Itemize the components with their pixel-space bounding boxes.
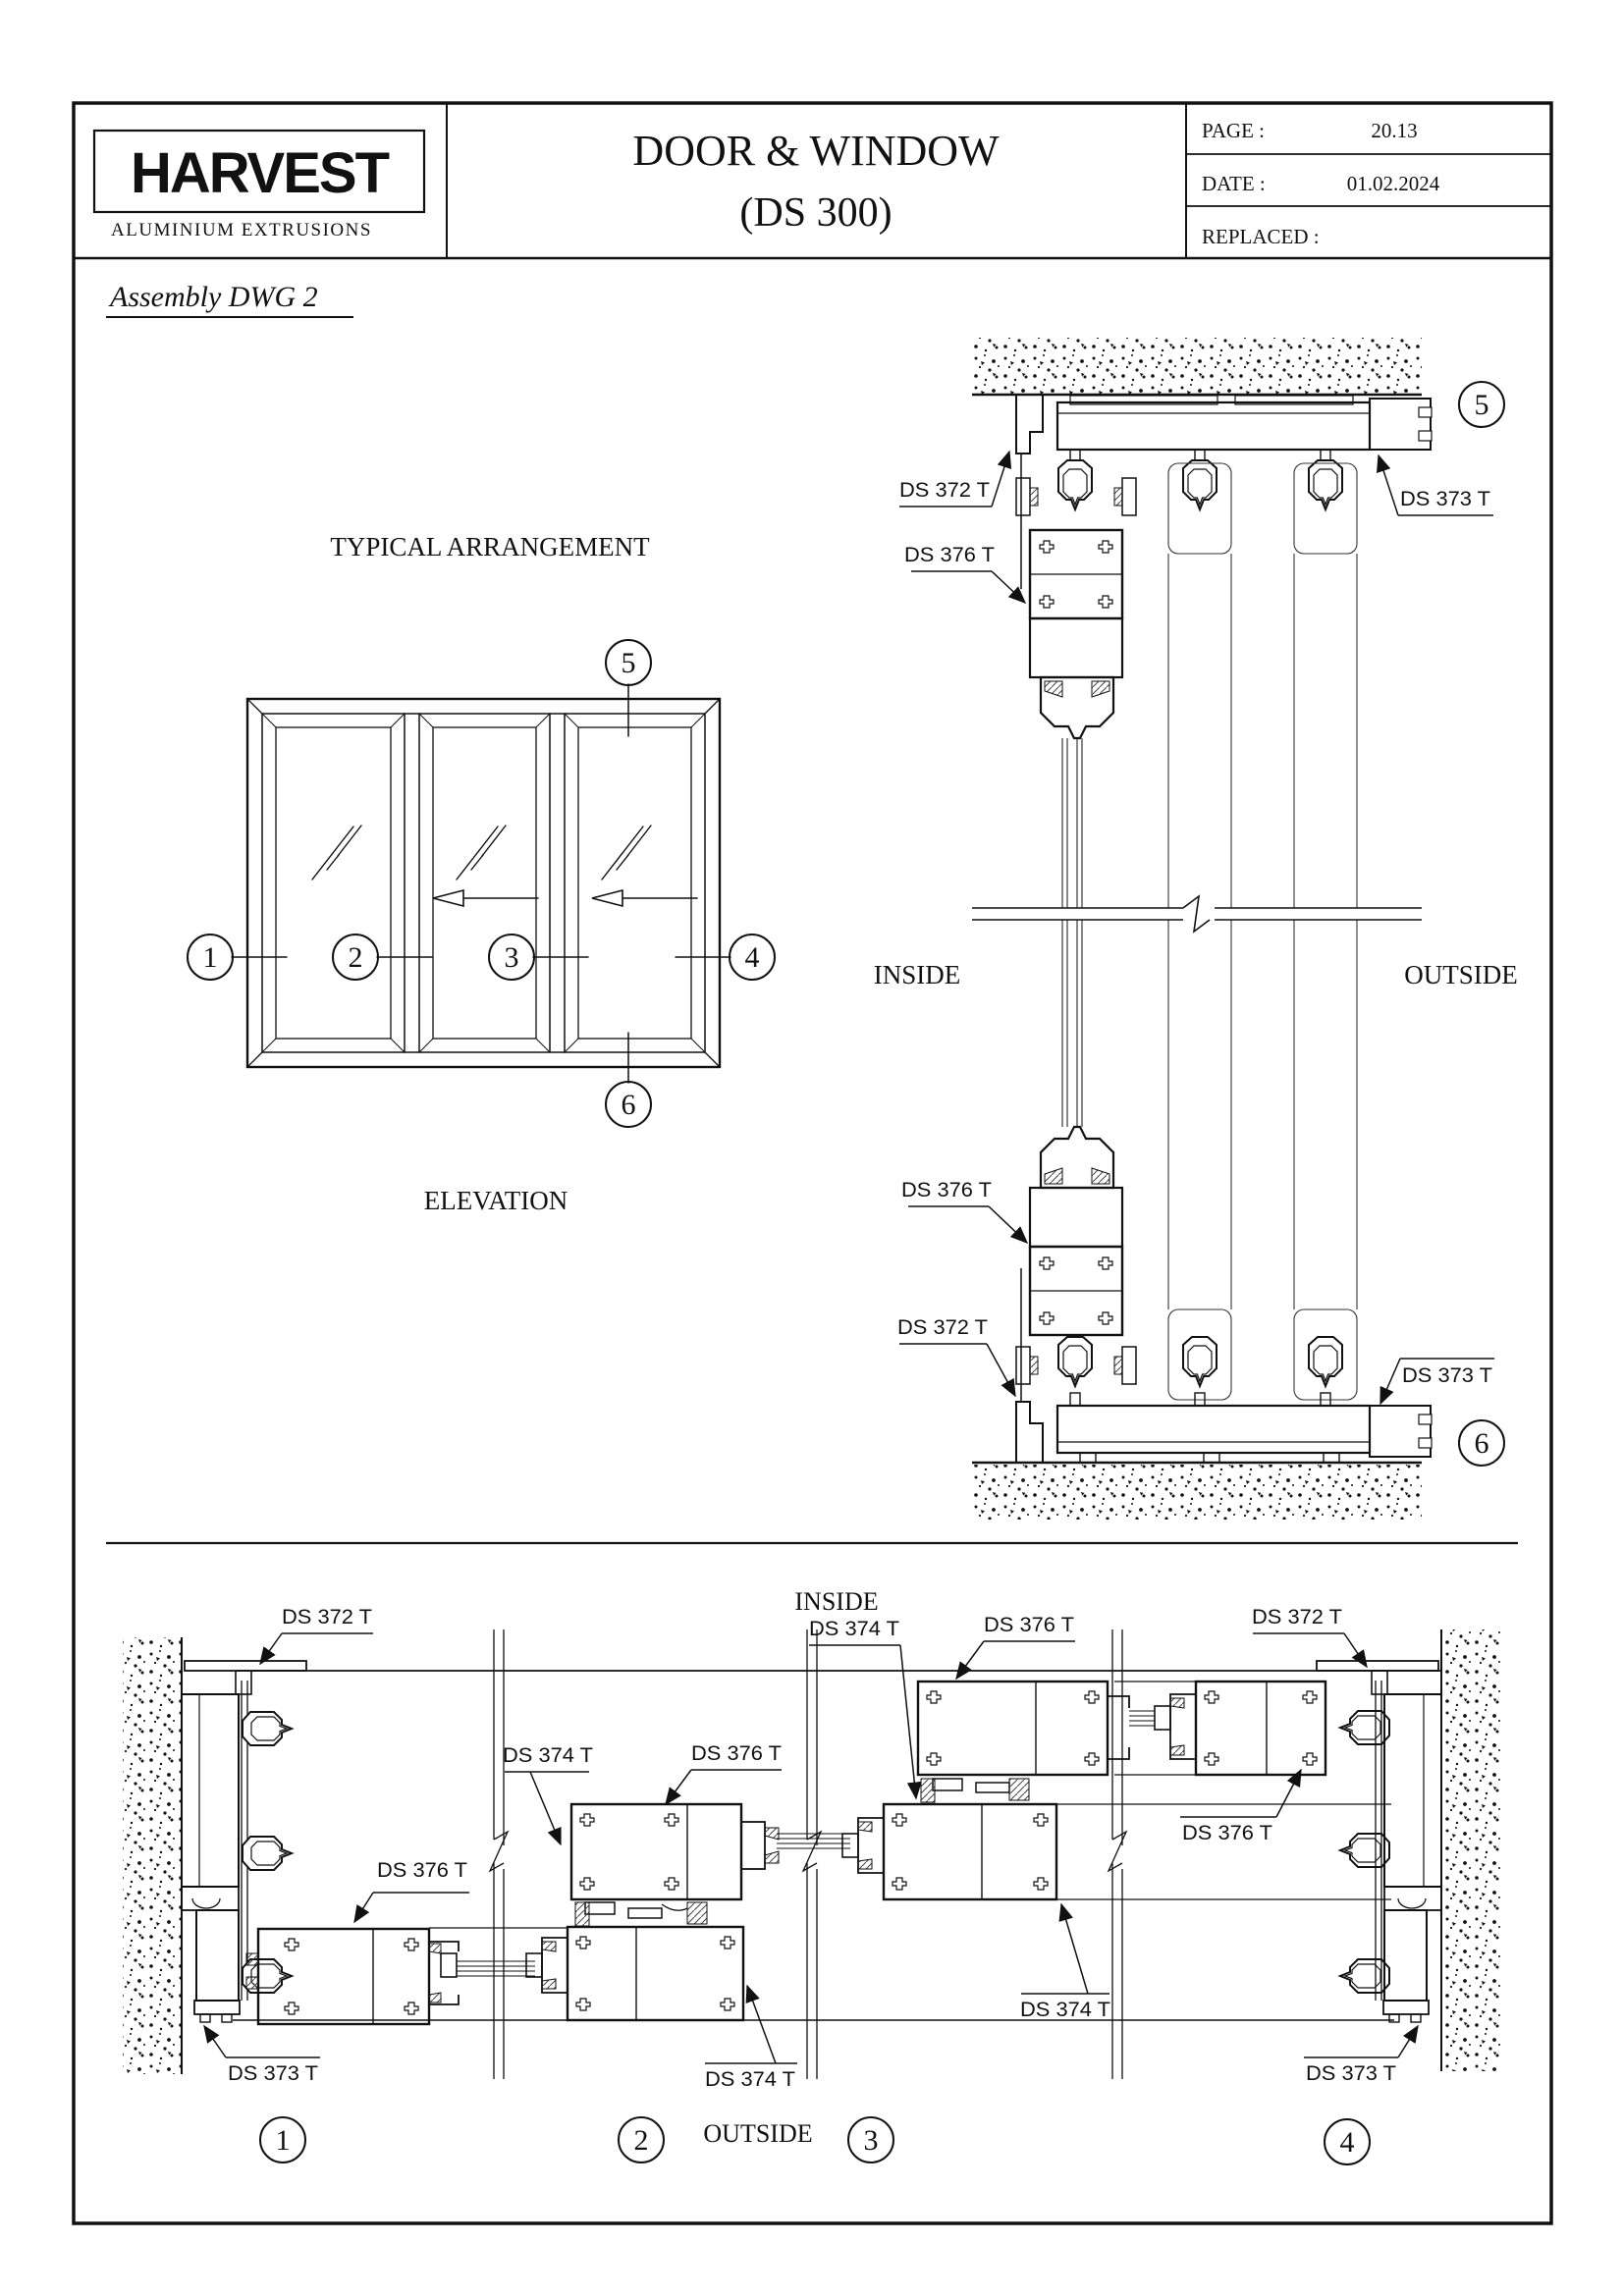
- corner-detail: [1040, 541, 1054, 553]
- interlock-group-2: [526, 1804, 850, 2020]
- plan-label-ds376t-left: [354, 1859, 469, 1922]
- plan-inside-label: INSIDE: [794, 1587, 879, 1616]
- callout-1: [188, 934, 233, 980]
- plan-label-ds376t-right: [1180, 1770, 1301, 1844]
- top-roller-1: [1058, 460, 1092, 509]
- logo-subtitle: ALUMINIUM EXTRUSIONS: [111, 220, 372, 240]
- callout-5: [606, 640, 651, 685]
- callout-5-number: 5: [621, 647, 636, 679]
- left-guide-2: [243, 1837, 292, 1870]
- callout-4-number: 4: [744, 941, 760, 974]
- cut-line-pair-2: [803, 1629, 821, 2079]
- label-text: DS 376 T: [691, 1742, 783, 1765]
- label-text: DS 376 T: [904, 544, 996, 566]
- label-text: DS 372 T: [1252, 1606, 1343, 1629]
- cut-line-pair-1: [490, 1629, 508, 2079]
- sill-bracket: [1016, 1402, 1043, 1463]
- profile-label-ds372t-top: [899, 452, 1009, 507]
- corner-detail: [1040, 596, 1054, 608]
- corner-detail: [1099, 541, 1112, 553]
- leader-line: [1379, 455, 1398, 515]
- callout-3: [489, 934, 534, 980]
- page-value: 20.13: [1371, 119, 1418, 142]
- label-text: DS 376 T: [984, 1614, 1075, 1636]
- section-callout-bottom-number: 6: [1474, 1427, 1489, 1460]
- plan-label-ds374t-midleft: [503, 1744, 593, 1844]
- plan-callout-1-number: 1: [275, 2124, 291, 2157]
- sill-track-end: [1370, 1406, 1432, 1457]
- head-track: [1016, 395, 1432, 462]
- leader-line: [1276, 1770, 1301, 1817]
- corner-detail: [1040, 1257, 1054, 1269]
- vertical-section: [874, 338, 1518, 1520]
- leader-line: [530, 1772, 561, 1844]
- corner-detail: [1099, 1312, 1112, 1324]
- profile-label-ds373t-top: [1379, 455, 1493, 515]
- elevation-caption: ELEVATION: [423, 1186, 568, 1215]
- leader-line: [992, 452, 1009, 507]
- elevation-drawing: [188, 532, 775, 1215]
- plan-callout-4-number: 4: [1339, 2126, 1355, 2159]
- leader-line: [1344, 1633, 1367, 1667]
- section-callout-bottom: [1459, 1420, 1504, 1466]
- callout-2-number: 2: [348, 941, 363, 974]
- label-text: DS 374 T: [1020, 1999, 1111, 2021]
- plan-callouts: [260, 2117, 1370, 2164]
- vsec-inside-label: INSIDE: [873, 960, 961, 989]
- slide-arrow-1: [433, 890, 538, 906]
- label-text: DS 376 T: [377, 1859, 468, 1882]
- top-roller-2: [1183, 460, 1217, 509]
- plan-label-ds373t-bottomleft: [204, 2026, 320, 2085]
- label-text: DS 374 T: [503, 1744, 594, 1767]
- leader-line: [900, 1645, 916, 1798]
- leader-line: [989, 1206, 1027, 1243]
- leader-line: [666, 1770, 691, 1804]
- callout-6-number: 6: [621, 1089, 636, 1121]
- callout-6: [606, 1082, 651, 1127]
- label-text: DS 376 T: [901, 1179, 993, 1201]
- leader-line: [1398, 2026, 1418, 2057]
- panel-1: [276, 727, 391, 1039]
- right-wall-hatch: [1441, 1629, 1502, 2071]
- page-border: [74, 103, 1551, 2223]
- label-text: DS 372 T: [897, 1316, 989, 1339]
- callout-3-number: 3: [504, 941, 519, 974]
- corner-detail: [1040, 1312, 1054, 1324]
- sash-group-4: [1155, 1682, 1325, 1775]
- left-wall-hatch: [123, 1637, 182, 2074]
- assembly-subtitle: [106, 281, 353, 317]
- assembly-subtitle-text: Assembly DWG 2: [110, 281, 318, 313]
- plan-callout-3-number: 3: [863, 2124, 879, 2157]
- bottom-roller-3: [1309, 1337, 1342, 1386]
- plane-lines: [233, 1671, 1441, 2020]
- label-text: DS 373 T: [1402, 1364, 1493, 1387]
- plan-callout-2-number: 2: [633, 2124, 649, 2157]
- profile-label-ds376t-top: [904, 544, 1025, 603]
- panel-3: [578, 727, 691, 1039]
- head-bracket: [1016, 395, 1043, 454]
- company-logo: [94, 131, 424, 240]
- plan-label-ds374t-top: [809, 1618, 916, 1798]
- profile-label-ds372t-bottom: [897, 1316, 1015, 1396]
- profile-label-ds376t-bottom: [901, 1179, 1027, 1243]
- plan-label-ds372t-right: [1252, 1606, 1367, 1667]
- sheet-title-line1: DOOR & WINDOW: [632, 127, 1000, 175]
- plan-callout-4: [1325, 2119, 1370, 2164]
- label-text: DS 372 T: [282, 1606, 373, 1629]
- label-text: DS 372 T: [899, 479, 991, 502]
- leader-line: [992, 571, 1025, 603]
- plan-label-ds374t-rightmid: [1020, 1904, 1110, 2021]
- bottom-roller-1: [1058, 1337, 1092, 1386]
- label-text: DS 373 T: [228, 2062, 319, 2085]
- logo-text: HARVEST: [130, 141, 389, 205]
- slide-arrow-2: [592, 890, 697, 906]
- glass-symbol-3: [602, 826, 651, 880]
- label-text: DS 376 T: [1182, 1822, 1273, 1844]
- page-label: PAGE :: [1202, 119, 1265, 142]
- leader-line: [956, 1641, 984, 1679]
- callout-2: [333, 934, 378, 980]
- callout-4: [730, 934, 775, 980]
- plan-outside-label: OUTSIDE: [703, 2119, 813, 2148]
- date-value: 01.02.2024: [1346, 172, 1440, 195]
- leader-line: [987, 1344, 1015, 1396]
- ceiling-hatch: [972, 338, 1422, 394]
- plan-callout-3: [848, 2117, 893, 2163]
- plan-label-ds373t-bottomright: [1304, 2026, 1418, 2085]
- panel-outlines-top: [1168, 463, 1357, 1400]
- elevation-title: TYPICAL ARRANGEMENT: [330, 532, 650, 561]
- plan-label-ds376t-mid: [666, 1742, 782, 1804]
- break-symbol: [972, 896, 1422, 932]
- glass-symbol-2: [457, 826, 506, 880]
- callout-1-number: 1: [202, 941, 218, 974]
- leader-line: [204, 2026, 226, 2057]
- panel-2: [433, 727, 536, 1039]
- replaced-label: REPLACED :: [1202, 225, 1320, 248]
- window-frame: [247, 699, 720, 1067]
- corner-detail: [1099, 596, 1112, 608]
- section-callout-top-number: 5: [1474, 389, 1489, 421]
- vsec-outside-label: OUTSIDE: [1404, 960, 1518, 989]
- leader-line: [260, 1633, 282, 1664]
- plan-callout-2: [619, 2117, 664, 2163]
- corner-detail: [1099, 1257, 1112, 1269]
- interlock-group-3: [842, 1682, 1155, 1899]
- glass-lines: [1062, 738, 1082, 1127]
- glass-symbol-1: [312, 826, 361, 880]
- info-table: [1202, 119, 1440, 248]
- leader-line: [1061, 1904, 1088, 1994]
- section-callout-top: [1459, 382, 1504, 427]
- title-block: [74, 103, 1551, 258]
- label-text: DS 373 T: [1400, 488, 1491, 510]
- sheet-title-line2: (DS 300): [739, 190, 893, 236]
- plan-section: [123, 1587, 1502, 2164]
- label-text: DS 374 T: [809, 1618, 900, 1640]
- left-guide-1: [243, 1712, 292, 1745]
- bottom-roller-2: [1183, 1337, 1217, 1386]
- leader-line: [747, 1986, 776, 2063]
- plan-label-ds374t-bottom: [705, 1986, 797, 2091]
- label-text: DS 374 T: [705, 2068, 796, 2091]
- sill-track: [1016, 1393, 1432, 1463]
- profile-label-ds373t-bottom: [1380, 1359, 1494, 1404]
- floor-hatch: [972, 1465, 1422, 1520]
- label-text: DS 373 T: [1306, 2062, 1397, 2085]
- plan-label-ds372t-left: [260, 1606, 373, 1664]
- glass-symbols: [312, 826, 651, 880]
- plan-callout-1: [260, 2117, 305, 2163]
- top-roller-3: [1309, 460, 1342, 509]
- date-label: DATE :: [1202, 172, 1266, 195]
- leader-line: [1380, 1359, 1400, 1404]
- plan-label-ds376t-top: [956, 1614, 1075, 1679]
- leader-line: [354, 1893, 373, 1922]
- sheet-title: [632, 127, 1000, 236]
- vsec-labels: [897, 452, 1494, 1404]
- head-track-end: [1370, 399, 1432, 450]
